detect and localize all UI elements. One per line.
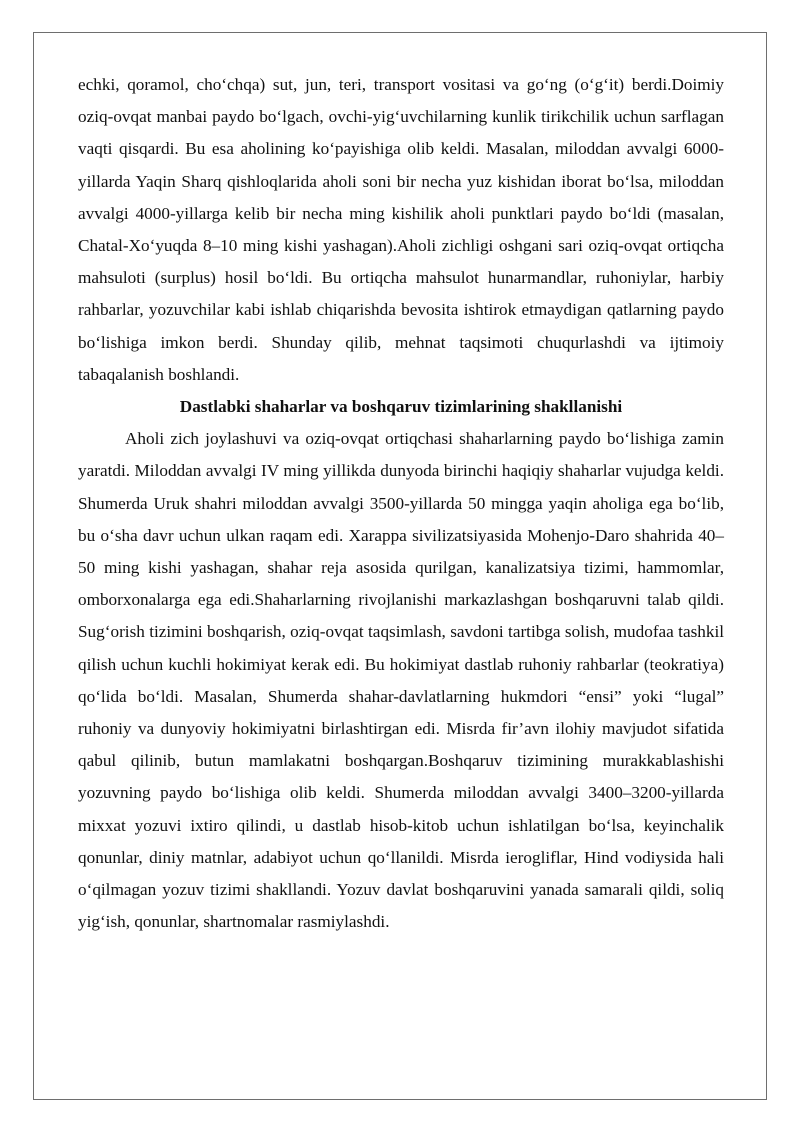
paragraph-cities-governance: Aholi zich joylashuvi va oziq-ovqat ortiqchasi shaharlarning paydo bo‘lishiga zamin yaratdi. Miloddan avvalgi IV ming yillikda dunyoda birinchi haqiqiy shaharlar vujudga keldi. Shumerda Uruk shahri miloddan avvalgi 3500-yillarda 50 mingga yaqin aholiga ega bo‘lib, bu o‘sha davr uchun ulkan raqam edi. Xarappa sivilizatsiyasida Mohenjo-Daro shahrida 40–50 ming kishi yashagan, shahar reja asosida qurilgan, kanalizatsiya tizimi, hammomlar, omborxonalarga ega edi.Shaharlarning rivojlanishi markazlashgan boshqaruvni talab qildi. Sug‘orish tizimini boshqarish, oziq-ovqat taqsimlash, savdoni tartibga solish, mudofaa tashkil qilish uchun kuchli hokimiyat kerak edi. Bu hokimiyat dastlab ruhoniy rahbarlar (teokratiya) qo‘lida bo‘ldi. Masalan, Shumerda shahar-davlatlarning hukmdori “ensi” yoki “lugal” ruhoniy va dunyoviy hokimiyatni birlashtirgan edi. Misrda fir’avn ilohiy mavjudot sifatida qabul qilinib, butun mamlakatni boshqargan.Boshqaruv tizimining murakkablashishi yozuvning paydo bo‘lishiga olib keldi. Shumerda miloddan avvalgi 3400–3200-yillarda mixxat yozuvi ixtiro qilindi, u dastlab hisob-kitob uchun ishlatilgan bo‘lsa, keyinchalik qonunlar, diniy matnlar, adabiyot uchun qo‘llanildi. Misrda ierogliflar, Hind vodiysida hali o‘qilmagan yozuv tizimi shakllandi. Yozuv davlat boshqaruvini yanada samarali qildi, soliq yig‘ish, qonunlar, shartnomalar rasmiylashdi.: [78, 429, 724, 932]
document-body: [78, 69, 724, 938]
section-heading: Dastlabki shaharlar va boshqaruv tizimlarining shakllanishi: [179, 397, 623, 417]
paragraph-intro-continuation: echki, qoramol, cho‘chqa) sut, jun, teri, transport vositasi va go‘ng (o‘g‘it) berdi.Doimiy oziq-ovqat manbai paydo bo‘lgach, ovchi-yig‘uvchilarning kunlik tirikchilik uchun sarflagan vaqti qisqardi. Bu esa aholining ko‘payishiga olib keldi. Masalan, miloddan avvalgi 6000-yillarda Yaqin Sharq qishloqlarida aholi soni bir necha yuz kishidan iborat bo‘lsa, miloddan avvalgi 4000-yillarga kelib bir necha ming kishilik aholi punktlari paydo bo‘ldi (masalan, Chatal-Xo‘yuqda 8–10 ming kishi yashagan).Aholi zichligi oshgani sari oziq-ovqat ortiqcha mahsuloti (surplus) hosil bo‘ldi. Bu ortiqcha mahsulot hunarmandlar, ruhoniylar, harbiy rahbarlar, yozuvchilar kabi ishlab chiqarishda bevosita ishtirok etmaydigan qatlarning paydo bo‘lishiga imkon berdi. Shunday qilib, mehnat taqsimoti chuqurlashdi va ijtimoiy tabaqalanish boshlandi.: [78, 75, 724, 384]
